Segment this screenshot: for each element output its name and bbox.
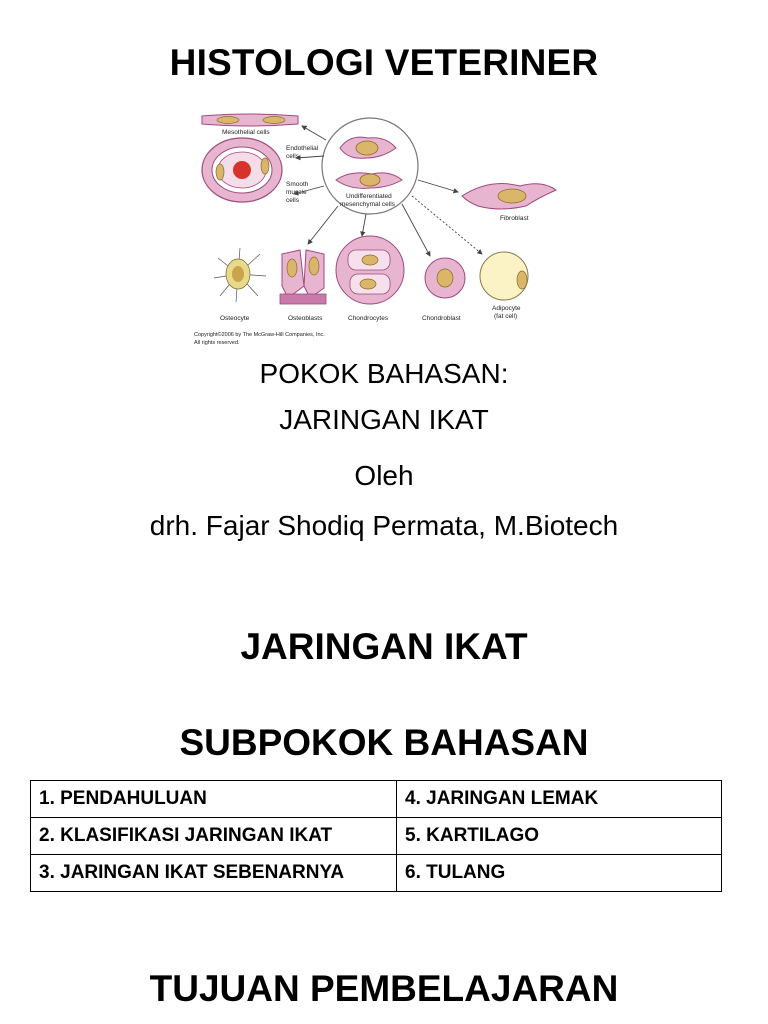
undiff-label-2: mesenchymal cells (340, 201, 395, 208)
page-title: HISTOLOGI VETERINER (169, 42, 599, 83)
adipocyte-label-2: (fat cell) (494, 313, 518, 320)
table-cell: 5. KARTILAGO (397, 818, 722, 855)
smooth-label-2: muscle (286, 189, 307, 196)
osteoblasts-label: Osteoblasts (288, 315, 323, 322)
pokok-bahasan-value: JARINGAN IKAT (279, 404, 489, 435)
table-cell: 4. JARINGAN LEMAK (397, 781, 722, 818)
pokok-bahasan-label: POKOK BAHASAN: (259, 358, 509, 389)
table-cell: 6. TULANG (397, 855, 722, 892)
chondroblast-cell (425, 258, 465, 298)
table-cell: 3. JARINGAN IKAT SEBENARNYA (31, 855, 397, 892)
tujuan-title: TUJUAN PEMBELAJARAN (149, 968, 619, 1009)
subtopics-table (30, 780, 722, 892)
chondrocytes-cells (336, 236, 404, 304)
oleh-label: Oleh (354, 460, 414, 491)
fibroblast-cell (462, 184, 556, 209)
table-row (31, 855, 722, 892)
chondroblast-label: Chondroblast (422, 315, 461, 322)
smooth-label-1: Smooth (286, 181, 309, 188)
table-row (31, 781, 722, 818)
adipocyte-label-1: Adipocyte (492, 305, 521, 312)
smooth-label-3: cells (286, 197, 300, 204)
fibroblast-label: Fibroblast (500, 215, 529, 222)
adipocyte-cell (480, 252, 528, 300)
endothelial-label-1: Endothelial (286, 145, 319, 152)
osteocyte-label: Osteocyte (220, 315, 250, 322)
undiff-label-1: Undifferentiated (346, 193, 392, 200)
author-name: drh. Fajar Shodiq Permata, M.Biotech (149, 510, 619, 541)
blood-vessel (202, 138, 282, 202)
section-title-jaringan-ikat: JARINGAN IKAT (240, 626, 528, 667)
table-cell: 1. PENDAHULUAN (31, 781, 397, 818)
osteoblasts-cells (280, 250, 326, 304)
chondrocytes-label: Chondrocytes (348, 315, 389, 322)
copyright-line-2: All rights reserved. (194, 340, 240, 346)
mesenchymal-cell-diagram (190, 108, 570, 348)
mesothelial-label: Mesothelial cells (222, 129, 270, 136)
mesothelial-cells (202, 114, 298, 126)
copyright-line-1: Copyright©2006 by The McGraw-Hill Companies, Inc. (194, 332, 325, 338)
table-cell: 2. KLASIFIKASI JARINGAN IKAT (31, 818, 397, 855)
table-row (31, 818, 722, 855)
subpokok-title: SUBPOKOK BAHASAN (179, 722, 589, 763)
endothelial-label-2: cells (286, 153, 300, 160)
osteocyte-cell (214, 248, 266, 302)
red-blood-cell (233, 161, 251, 179)
